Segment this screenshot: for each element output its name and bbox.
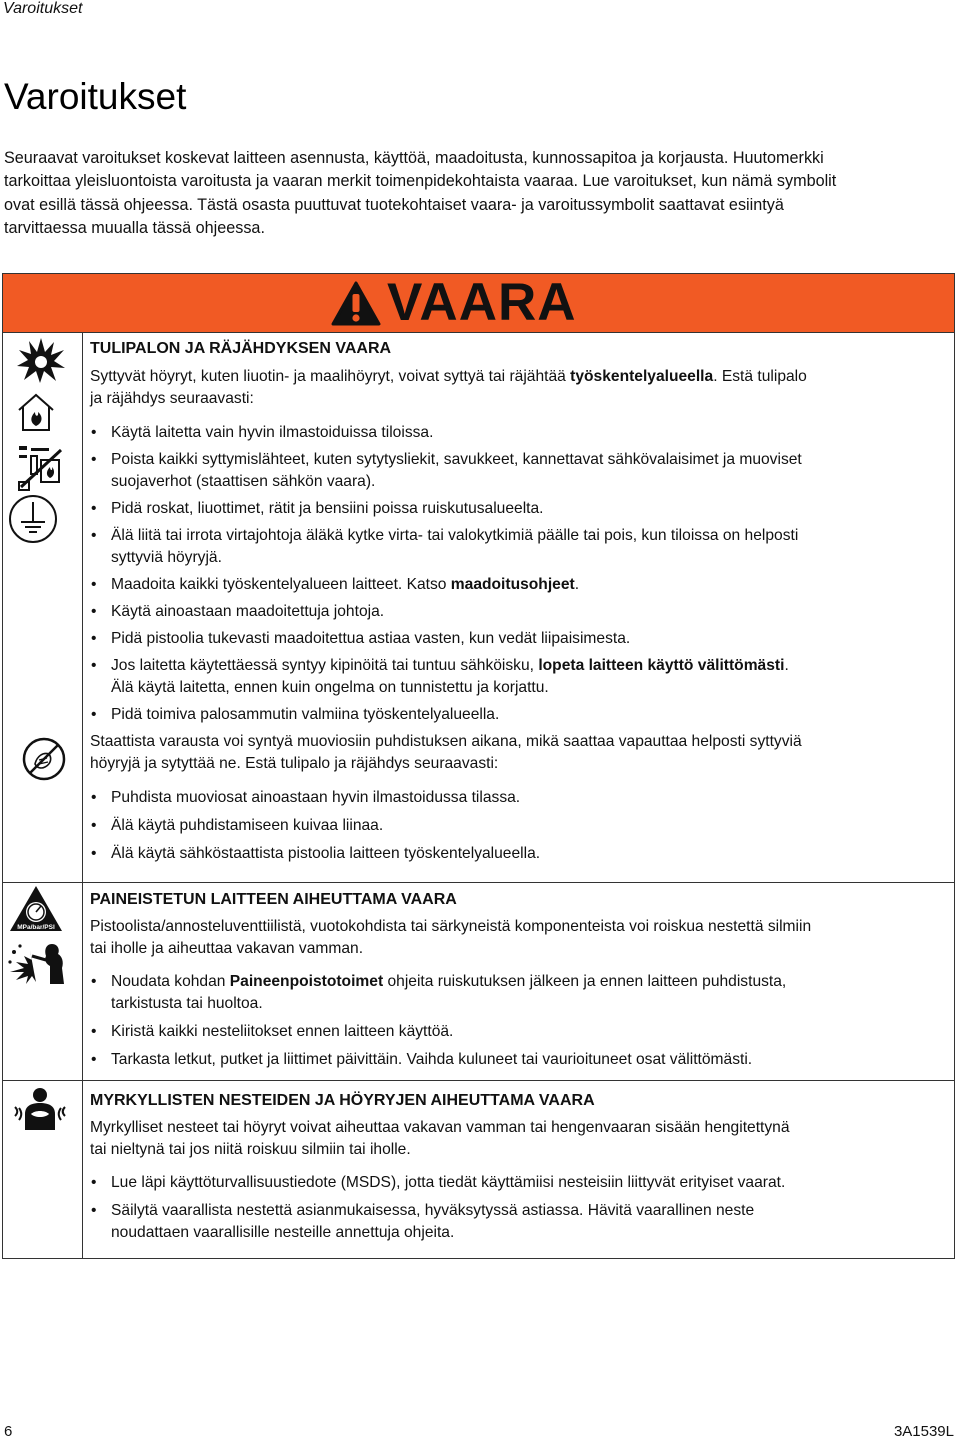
- row-divider: [3, 882, 954, 883]
- text: Pistoolista/annosteluventtiilistä, vuotokohdista tai särkyneistä komponenteista voi roiskua nestettä silmiin: [90, 918, 812, 935]
- section-title: PAINEISTETUN LAITTEEN AIHEUTTAMA VAARA: [90, 891, 457, 908]
- list-item: [90, 525, 950, 569]
- list-item: • Älä käytä sähköstaattista pistoolia laitteen työskentelyalueella.: [90, 843, 950, 865]
- list-item: [90, 1200, 950, 1244]
- list-item: [90, 655, 950, 699]
- text: tarkistusta tai huoltoa.: [111, 995, 263, 1012]
- ground-icon: [8, 494, 58, 544]
- intro-line: Seuraavat varoitukset koskevat laitteen asennusta, käyttöä, maadoitusta, kunnossapitoa ja korjausta. Huutomerkki: [4, 149, 824, 167]
- bold-text: Paineenpoistotoimet: [229, 973, 384, 990]
- explosion-icon: [16, 336, 66, 384]
- text: . Estä tulipalo: [713, 368, 807, 385]
- bold-text: työskentelyalueella: [570, 368, 714, 385]
- fire-house-icon: [15, 390, 57, 434]
- list-item: [90, 449, 950, 493]
- list-item: • Pidä roskat, liuottimet, rätit ja bensiini poissa ruiskutusalueelta.: [90, 498, 950, 520]
- section-title: MYRKYLLISTEN NESTEIDEN JA HÖYRYJEN AIHEUTTAMA VAARA: [90, 1092, 595, 1109]
- list-item: [90, 971, 950, 1015]
- bold-text: lopeta laitteen käyttö välittömästi: [538, 657, 785, 674]
- intro-line: ovat esillä tässä ohjeessa. Tästä osasta puuttuvat tuotekohtaiset vaara- ja varoitussymbolit saattavat esiintyä: [4, 195, 784, 214]
- text: Maadoita kaikki työskentelyalueen laitteet. Katso: [111, 576, 451, 593]
- section-intro: [90, 366, 950, 410]
- static-paragraph: [90, 731, 950, 775]
- text: Jos laitetta käytettäessä syntyy kipinöitä tai tuntuu sähköisku,: [111, 657, 539, 674]
- list-item: • Älä käytä puhdistamiseen kuivaa liinaa.: [90, 815, 950, 837]
- text: noudattaen vaarallisille nesteille annettuja ohjeita.: [111, 1224, 455, 1241]
- fire-explosion-section: [90, 338, 950, 865]
- list-item: [90, 574, 950, 596]
- danger-label: VAARA: [387, 273, 577, 332]
- list-item: • Lue läpi käyttöturvallisuustiedote (MSDS), jotta tiedät käyttämiisi nesteisiin liittyvät erityiset vaarat.: [90, 1172, 950, 1194]
- text: Noudata kohdan: [111, 973, 230, 990]
- no-ignition-sources-icon: [17, 442, 65, 492]
- warning-triangle-icon: [331, 280, 381, 326]
- danger-banner: [3, 274, 954, 333]
- fluid-splash-icon: [6, 938, 68, 988]
- intro-paragraph: [4, 147, 949, 241]
- bullet-list: [90, 971, 950, 1071]
- running-header: Varoitukset: [3, 0, 83, 17]
- text: Myrkylliset nesteet tai höyryt voivat aiheuttaa vakavan vamman tai hengenvaaran sisään hengitettynä: [90, 1119, 790, 1136]
- page-title: Varoitukset: [4, 76, 187, 117]
- text: Säilytä vaarallista nestettä asianmukaisessa, hyväksytyssä astiassa. Hävitä vaarallinen neste: [111, 1202, 755, 1219]
- warning-table: [2, 273, 955, 1259]
- text: Staattista varausta voi syntyä muoviosiin puhdistuksen aikana, mikä saattaa vapauttaa helposti syttyviä: [90, 733, 802, 750]
- gauge-label: MPa/bar/PSI: [17, 924, 55, 931]
- text: .: [574, 576, 580, 593]
- text: Syttyvät höyryt, kuten liuotin- ja maalihöyryt, voivat syttyä tai räjähtää: [90, 368, 571, 385]
- text: ohjeita ruiskutuksen jälkeen ja ennen laitteen puhdistusta,: [383, 973, 787, 990]
- toxic-section: [90, 1090, 950, 1244]
- section-intro: [90, 1117, 950, 1161]
- section-title: TULIPALON JA RÄJÄHDYKSEN VAARA: [90, 340, 392, 357]
- list-item: • Kiristä kaikki nesteliitokset ennen laitteen käyttöä.: [90, 1021, 950, 1043]
- column-divider: [82, 332, 83, 1258]
- list-item: • Käytä ainoastaan maadoitettuja johtoja.: [90, 601, 950, 623]
- text: höyryjä ja sytyttää ne. Estä tulipalo ja räjähdys seuraavasti:: [90, 755, 499, 772]
- section-intro: [90, 916, 950, 960]
- row-divider: [3, 1080, 954, 1081]
- bullet-list: [90, 787, 950, 865]
- text: Älä liitä tai irrota virtajohtoja äläkä kytke virta- tai valokytkimiä päälle tai pois, kun tiloissa on helposti: [111, 527, 799, 544]
- text: suojaverhot (staattisen sähkön vaara).: [111, 473, 376, 490]
- bullet-list: [90, 422, 950, 726]
- page-number: 6: [4, 1423, 13, 1440]
- no-dry-cloth-icon: [21, 736, 67, 782]
- text: tai nieltynä tai jos niitä roiskuu silmiin tai iholle.: [90, 1141, 411, 1158]
- intro-line: tarvittaessa muualla tässä ohjeessa.: [4, 219, 265, 238]
- text: .: [784, 657, 789, 674]
- pressure-gauge-icon: [8, 884, 64, 934]
- list-item: • Puhdista muoviosat ainoastaan hyvin ilmastoidussa tilassa.: [90, 787, 950, 809]
- list-item: • Pidä pistoolia tukevasti maadoitettua astiaa vasten, kun vedät liipaisimesta.: [90, 628, 950, 650]
- list-item: • Tarkasta letkut, putket ja liittimet päivittäin. Vaihda kuluneet tai vaurioituneet osat välittömästi.: [90, 1049, 950, 1071]
- list-item: • Käytä laitetta vain hyvin ilmastoiduissa tiloissa.: [90, 422, 950, 444]
- pressure-section: [90, 889, 950, 1071]
- list-item: • Pidä toimiva palosammutin valmiina työskentelyalueella.: [90, 704, 950, 726]
- document-code: 3A1539L: [893, 1423, 954, 1440]
- text: Älä käytä laitetta, ennen kuin ongelma on tunnistettu ja korjattu.: [111, 679, 549, 696]
- bold-text: maadoitusohjeet: [450, 576, 575, 593]
- intro-line: tarkoittaa yleisluontoista varoitusta ja vaaran merkit toimenpidekohtaista vaaraa. Lue varoitukset, kun nämä symbolit: [4, 172, 837, 191]
- bullet-list: [90, 1172, 950, 1244]
- text: Poista kaikki syttymislähteet, kuten sytytysliekit, savukkeet, kannettavat sähkövalaisimet ja muoviset: [111, 451, 802, 468]
- toxic-fumes-icon: [13, 1086, 67, 1132]
- text: ja räjähdys seuraavasti:: [90, 390, 254, 407]
- text: syttyviä höyryjä.: [111, 549, 222, 566]
- text: tai iholle ja aiheuttaa vakavan vamman.: [90, 940, 364, 957]
